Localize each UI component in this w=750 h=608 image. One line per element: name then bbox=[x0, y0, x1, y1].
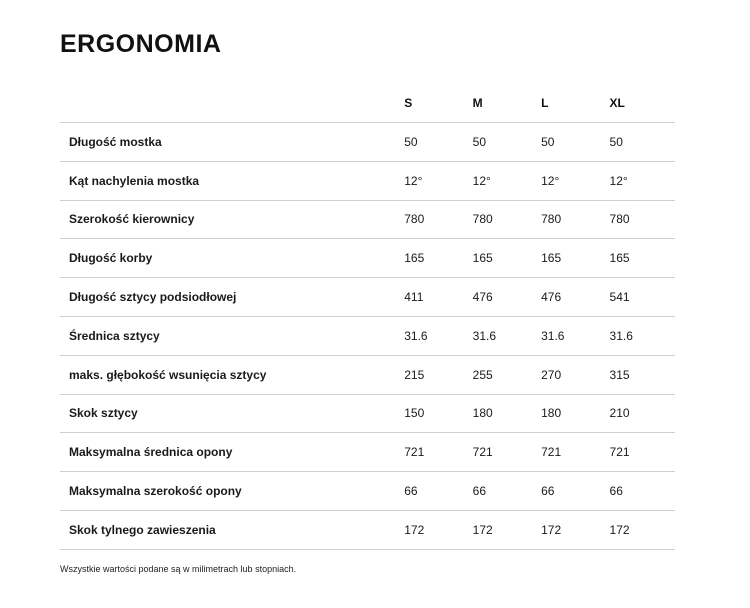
table-row bbox=[60, 161, 675, 200]
cell-s: 12° bbox=[404, 173, 423, 188]
row-label: Długość korby bbox=[69, 251, 153, 266]
units-footnote: Wszystkie wartości podane są w milimetrach lub stopniach. bbox=[60, 564, 297, 574]
table-row bbox=[60, 433, 675, 472]
cell-l: 31.6 bbox=[541, 328, 565, 343]
cell-xl: 50 bbox=[609, 134, 623, 149]
table-row bbox=[60, 278, 675, 317]
cell-s: 721 bbox=[404, 445, 425, 460]
cell-m: 66 bbox=[472, 484, 487, 499]
table-row bbox=[60, 510, 675, 549]
cell-m: 172 bbox=[472, 522, 493, 537]
cell-xl: 12° bbox=[609, 173, 628, 188]
cell-l: 780 bbox=[541, 212, 562, 227]
row-label: Maksymalna szerokość opony bbox=[69, 484, 242, 499]
header-size-s: S bbox=[404, 96, 413, 110]
cell-xl: 172 bbox=[609, 522, 630, 537]
cell-m: 165 bbox=[472, 251, 493, 266]
cell-s: 215 bbox=[404, 367, 425, 382]
table-header-row bbox=[60, 84, 675, 123]
row-label: Skok sztycy bbox=[69, 406, 138, 421]
row-label: Długość sztycy podsiodłowej bbox=[69, 290, 237, 305]
cell-s: 31.6 bbox=[404, 328, 428, 343]
table-row bbox=[60, 123, 675, 162]
header-size-m: M bbox=[472, 96, 483, 110]
cell-xl: 165 bbox=[609, 251, 630, 266]
cell-l: 50 bbox=[541, 134, 555, 149]
cell-xl: 66 bbox=[609, 484, 623, 499]
header-size-l: L bbox=[541, 96, 549, 110]
table-row bbox=[60, 239, 675, 278]
header-size-xl: XL bbox=[609, 96, 625, 110]
header-label-cell bbox=[60, 84, 404, 123]
row-label: Kąt nachylenia mostka bbox=[69, 173, 200, 188]
cell-l: 270 bbox=[541, 367, 562, 382]
cell-m: 50 bbox=[472, 134, 487, 149]
cell-m: 476 bbox=[472, 290, 493, 305]
cell-s: 165 bbox=[404, 251, 425, 266]
cell-s: 66 bbox=[404, 484, 418, 499]
cell-xl: 780 bbox=[609, 212, 630, 227]
cell-l: 12° bbox=[541, 173, 560, 188]
cell-l: 721 bbox=[541, 445, 562, 460]
cell-m: 255 bbox=[472, 367, 493, 382]
cell-m: 180 bbox=[472, 406, 493, 421]
cell-l: 172 bbox=[541, 522, 562, 537]
cell-xl: 210 bbox=[609, 406, 630, 421]
cell-l: 476 bbox=[541, 290, 562, 305]
cell-xl: 315 bbox=[609, 367, 630, 382]
table-row bbox=[60, 316, 675, 355]
cell-m: 780 bbox=[472, 212, 493, 227]
cell-s: 50 bbox=[404, 134, 418, 149]
cell-xl: 721 bbox=[609, 445, 630, 460]
cell-s: 411 bbox=[404, 290, 424, 305]
row-label: maks. głębokość wsunięcia sztycy bbox=[69, 367, 267, 382]
ergonomics-table bbox=[60, 84, 675, 550]
row-label: Maksymalna średnica opony bbox=[69, 445, 233, 460]
cell-m: 12° bbox=[472, 173, 491, 188]
cell-s: 150 bbox=[404, 406, 425, 421]
cell-xl: 31.6 bbox=[609, 328, 633, 343]
cell-l: 165 bbox=[541, 251, 562, 266]
table-row bbox=[60, 355, 675, 394]
row-label: Skok tylnego zawieszenia bbox=[69, 522, 216, 537]
cell-l: 180 bbox=[541, 406, 562, 421]
cell-s: 780 bbox=[404, 212, 425, 227]
cell-m: 721 bbox=[472, 445, 493, 460]
cell-l: 66 bbox=[541, 484, 555, 499]
cell-s: 172 bbox=[404, 522, 425, 537]
cell-xl: 541 bbox=[609, 290, 630, 305]
table-row bbox=[60, 472, 675, 511]
row-label: Szerokość kierownicy bbox=[69, 212, 195, 227]
cell-m: 31.6 bbox=[472, 328, 497, 343]
row-label: Średnica sztycy bbox=[69, 328, 160, 343]
row-label: Długość mostka bbox=[69, 134, 162, 149]
page-title: ERGONOMIA bbox=[60, 30, 222, 58]
table-row bbox=[60, 200, 675, 239]
table-row bbox=[60, 394, 675, 433]
